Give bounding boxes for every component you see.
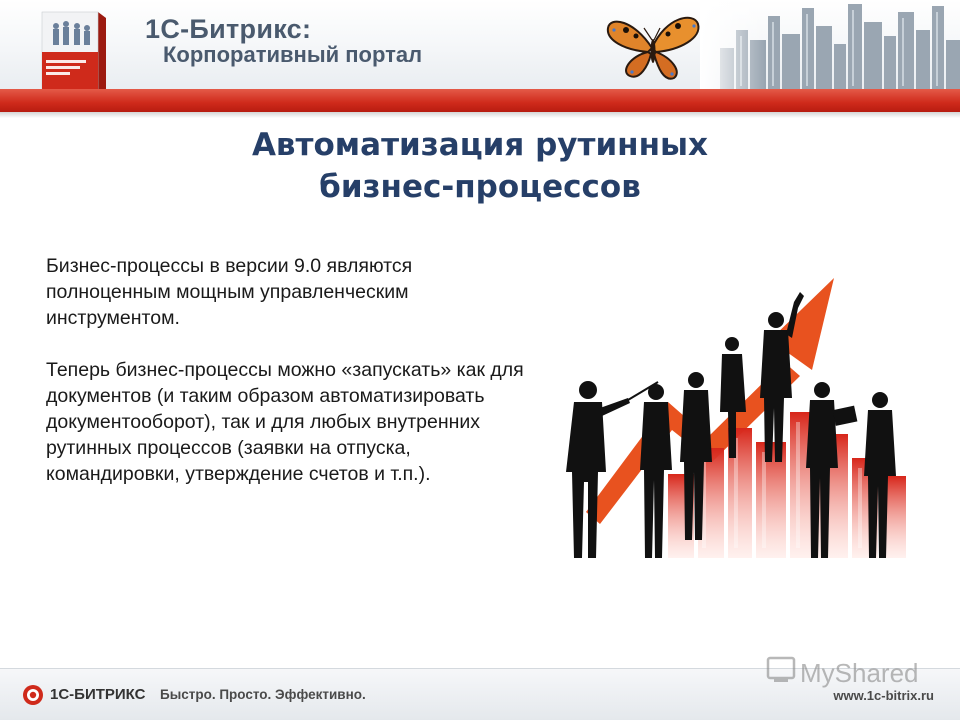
myshared-watermark-icon	[764, 652, 936, 692]
watermark-text: MyShared	[800, 658, 919, 688]
slide-title	[120, 124, 840, 208]
bitrix-logo-icon	[22, 684, 44, 706]
header-shadow	[0, 112, 960, 118]
body-paragraph-1: Бизнес-процессы в версии 9.0 являются полноценным мощным управленческим инструментом.	[46, 255, 413, 329]
product-box-icon	[36, 8, 110, 102]
footer-slogan: Быстро. Просто. Эффективно.	[160, 687, 366, 702]
slide-title-line-2: бизнес-процессов	[319, 169, 641, 205]
footer-url-link[interactable]: www.1c-bitrix.ru	[833, 688, 934, 703]
business-growth-illustration	[548, 262, 948, 592]
butterfly-icon	[604, 10, 704, 82]
footer-logo-text: 1С-БИТРИКС	[50, 686, 146, 703]
body-text	[46, 253, 524, 487]
body-paragraph-2: Теперь бизнес-процессы можно «запускать» как для документов (и таким образом автоматизировать документооборот), так и для любых внутренних рутинных процессов (заявки на отпуска, командировки, утверждение счетов и т.п.).	[46, 359, 524, 485]
city-skyline-icon	[700, 0, 960, 90]
brand-subtitle: Корпоративный портал	[163, 42, 423, 67]
slide-title-line-1: Автоматизация рутинных	[251, 127, 709, 163]
brand-title: 1С-Битрикс:	[145, 14, 312, 44]
header-red-band	[0, 89, 960, 112]
